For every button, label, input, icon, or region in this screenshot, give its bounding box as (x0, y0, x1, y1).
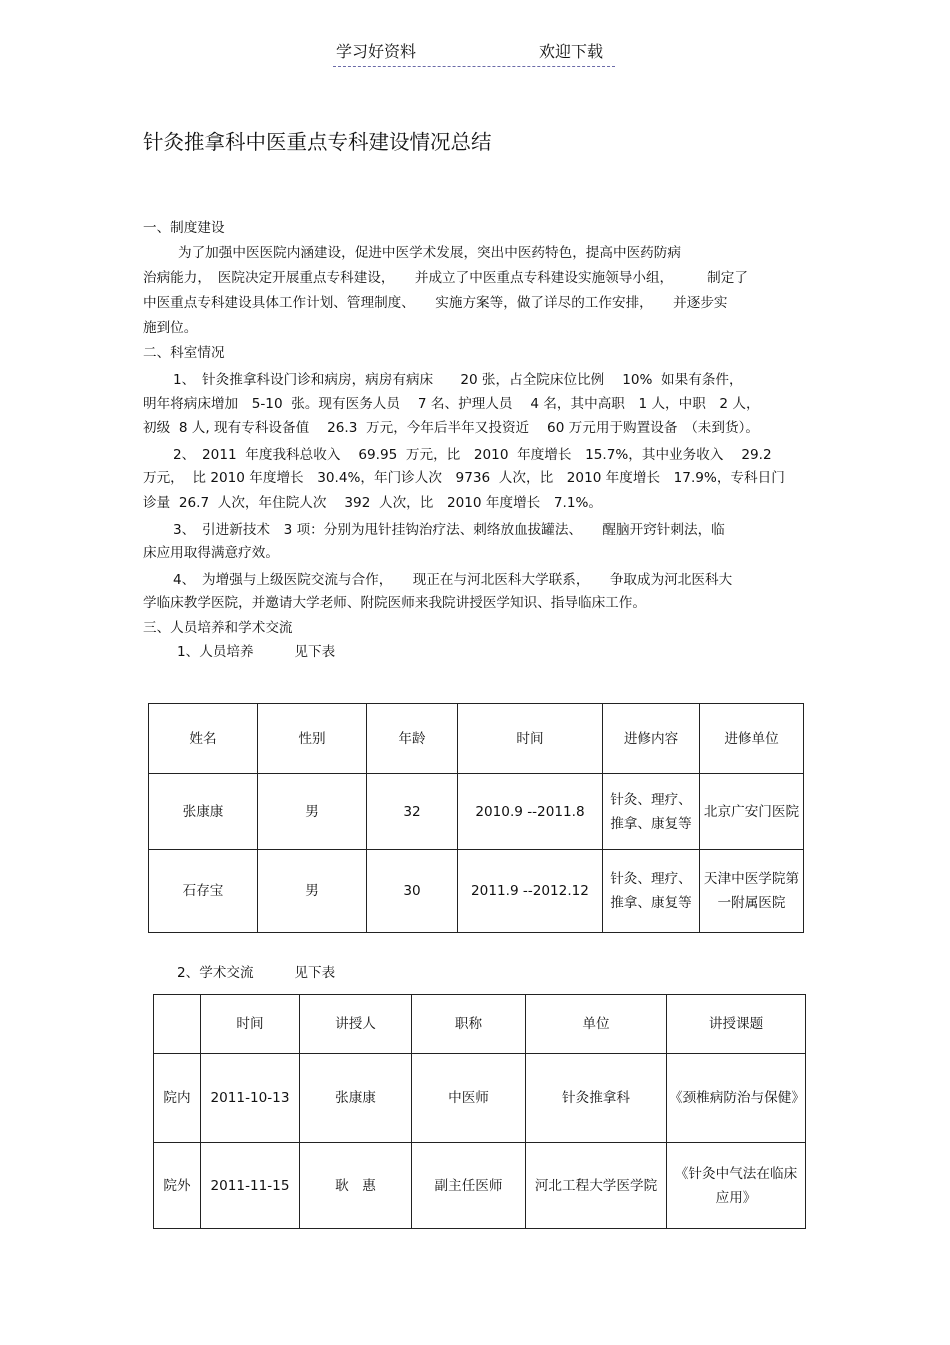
table-cell: 中医师 (412, 1054, 526, 1143)
table-cell: 北京广安门医院 (700, 774, 804, 850)
paragraph-line: 2、 2011 年度我科总收入 69.95 万元，比 2010 年度增长 15.7%，其中业务收入 29.2 (173, 447, 772, 463)
paragraph-line: 床应用取得满意疗效。 (143, 545, 279, 561)
paragraph-line: 4、 为增强与上级医院交流与合作， 现正在与河北医科大学联系， 争取成为河北医科大 (173, 572, 733, 588)
table-cell: 针灸、理疗、推拿、康复等 (603, 850, 700, 933)
table-row (154, 1054, 806, 1143)
section-heading-institution: 一、制度建设 (143, 220, 225, 236)
table-cell: 耿 惠 (300, 1143, 412, 1229)
table-cell: 副主任医师 (412, 1143, 526, 1229)
table-cell: 张康康 (149, 774, 258, 850)
table-header-row (149, 704, 804, 774)
table-cell: 2010.9 --2011.8 (458, 774, 603, 850)
header-cell: 进修单位 (700, 704, 804, 774)
exchange-table (153, 994, 806, 1229)
header-cell: 时间 (201, 995, 300, 1054)
table-cell: 《针灸中气法在临床应用》 (667, 1143, 806, 1229)
header-cell: 进修内容 (603, 704, 700, 774)
table-header-row (154, 995, 806, 1054)
table-cell: 《颈椎病防治与保健》 (667, 1054, 806, 1143)
table-cell: 30 (367, 850, 458, 933)
header-cell: 职称 (412, 995, 526, 1054)
document-title: 针灸推拿科中医重点专科建设情况总结 (143, 130, 492, 154)
header-left-text: 学习好资料 (336, 42, 417, 61)
paragraph-line: 1、 针灸推拿科设门诊和病房，病房有病床 20 张，占全院床位比例 10% 如果有条件， (173, 372, 743, 388)
paragraph-line: 学临床教学医院，并邀请大学老师、附院医师来我院讲授医学知识、指导临床工作。 (143, 595, 646, 611)
subheading-exchange: 2、学术交流 见下表 (177, 965, 336, 981)
paragraph-line: 治病能力， 医院决定开展重点专科建设， 并成立了中医重点专科建设实施领导小组， 制定了 (143, 270, 748, 286)
paragraph-line: 明年将病床增加 5-10 张。现有医务人员 7 名、护理人员 4 名，其中高职 1 人，中职 2 人， (143, 396, 760, 412)
table-cell: 天津中医学院第一附属医院 (700, 850, 804, 933)
page-header (333, 40, 615, 67)
paragraph-line: 诊量 26.7 人次，年住院人次 392 人次，比 2010 年度增长 7.1%。 (143, 495, 602, 511)
table-cell: 针灸、理疗、推拿、康复等 (603, 774, 700, 850)
paragraph-line: 万元， 比 2010 年度增长 30.4%，年门诊人次 9736 人次，比 2010 年度增长 17.9%，专科日门 (143, 470, 785, 486)
paragraph-line: 中医重点专科建设具体工作计划、管理制度、 实施方案等，做了详尽的工作安排， 并逐步实 (143, 295, 728, 311)
table-row (149, 774, 804, 850)
table-cell: 河北工程大学医学院 (526, 1143, 667, 1229)
table-cell: 2011.9 --2012.12 (458, 850, 603, 933)
header-right-text: 欢迎下载 (539, 42, 604, 61)
paragraph-line: 3、 引进新技术 3 项：分别为甩针挂钩治疗法、刺络放血拔罐法、 醒脑开窍针刺法，临 (173, 522, 725, 538)
table-cell: 32 (367, 774, 458, 850)
table-row (149, 850, 804, 933)
paragraph-line: 施到位。 (143, 320, 198, 336)
table-row (154, 1143, 806, 1229)
section-heading-training: 三、人员培养和学术交流 (143, 620, 293, 636)
table-cell: 针灸推拿科 (526, 1054, 667, 1143)
header-cell: 姓名 (149, 704, 258, 774)
header-cell (154, 995, 201, 1054)
table-cell: 院外 (154, 1143, 201, 1229)
header-cell: 单位 (526, 995, 667, 1054)
paragraph-line: 初级 8 人, 现有专科设备值 26.3 万元，今年后半年又投资近 60 万元用于购置设备 （未到货）。 (143, 420, 759, 436)
section-heading-department: 二、科室情况 (143, 345, 225, 361)
table-cell: 张康康 (300, 1054, 412, 1143)
table-cell: 男 (258, 850, 367, 933)
table-cell: 2011-11-15 (201, 1143, 300, 1229)
training-table (148, 703, 804, 933)
header-cell: 时间 (458, 704, 603, 774)
table-cell: 石存宝 (149, 850, 258, 933)
header-cell: 讲授人 (300, 995, 412, 1054)
table-cell: 院内 (154, 1054, 201, 1143)
header-cell: 年龄 (367, 704, 458, 774)
table-cell: 2011-10-13 (201, 1054, 300, 1143)
subheading-training: 1、人员培养 见下表 (177, 644, 336, 660)
header-cell: 讲授课题 (667, 995, 806, 1054)
paragraph-line: 为了加强中医医院内涵建设，促进中医学术发展，突出中医药特色，提高中医药防病 (178, 245, 681, 261)
table-cell: 男 (258, 774, 367, 850)
header-cell: 性别 (258, 704, 367, 774)
